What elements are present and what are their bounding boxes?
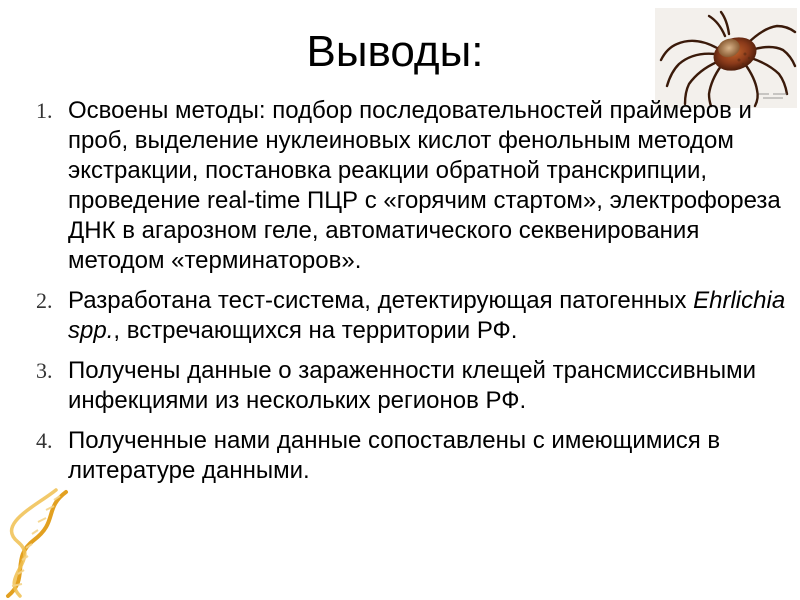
list-item-text: Получены данные о зараженности клещей трансмиссивными инфекциями из нескольких регионов РФ. xyxy=(68,357,757,414)
list-item-text-part: Разработана тест-система, детектирующая патогенных xyxy=(68,287,694,314)
species-name: Ehrlichia spp. xyxy=(68,287,786,344)
list-item-text-part: , встречающихся на территории РФ. xyxy=(113,317,518,344)
list-item xyxy=(0,96,788,276)
slide-title: Выводы: xyxy=(306,27,484,76)
list-item-number: 1. xyxy=(36,98,53,123)
tick-photo xyxy=(655,8,797,108)
list-item xyxy=(0,286,788,346)
conclusions-list xyxy=(0,96,800,486)
list-item-number: 2. xyxy=(36,288,53,313)
list-item xyxy=(0,426,788,486)
list-item-text xyxy=(68,286,788,346)
dna-helix-icon xyxy=(0,488,70,598)
list-item-number: 4. xyxy=(36,428,53,453)
list-item-text: Полученные нами данные сопоставлены с имеющимися в литературе данными. xyxy=(68,427,721,484)
list-item-number: 3. xyxy=(36,358,53,383)
list-item-text: Освоены методы: подбор последовательностей праймеров и проб, выделение нуклеиновых кислот фенольным методом экстракции, постановка реакции обратной транскрипции, проведение real-time ПЦР с «горячим стартом», электрофореза ДНК в агарозном геле, автоматического секвенирования методом «терминаторов». xyxy=(68,97,781,274)
list-item xyxy=(0,356,788,416)
